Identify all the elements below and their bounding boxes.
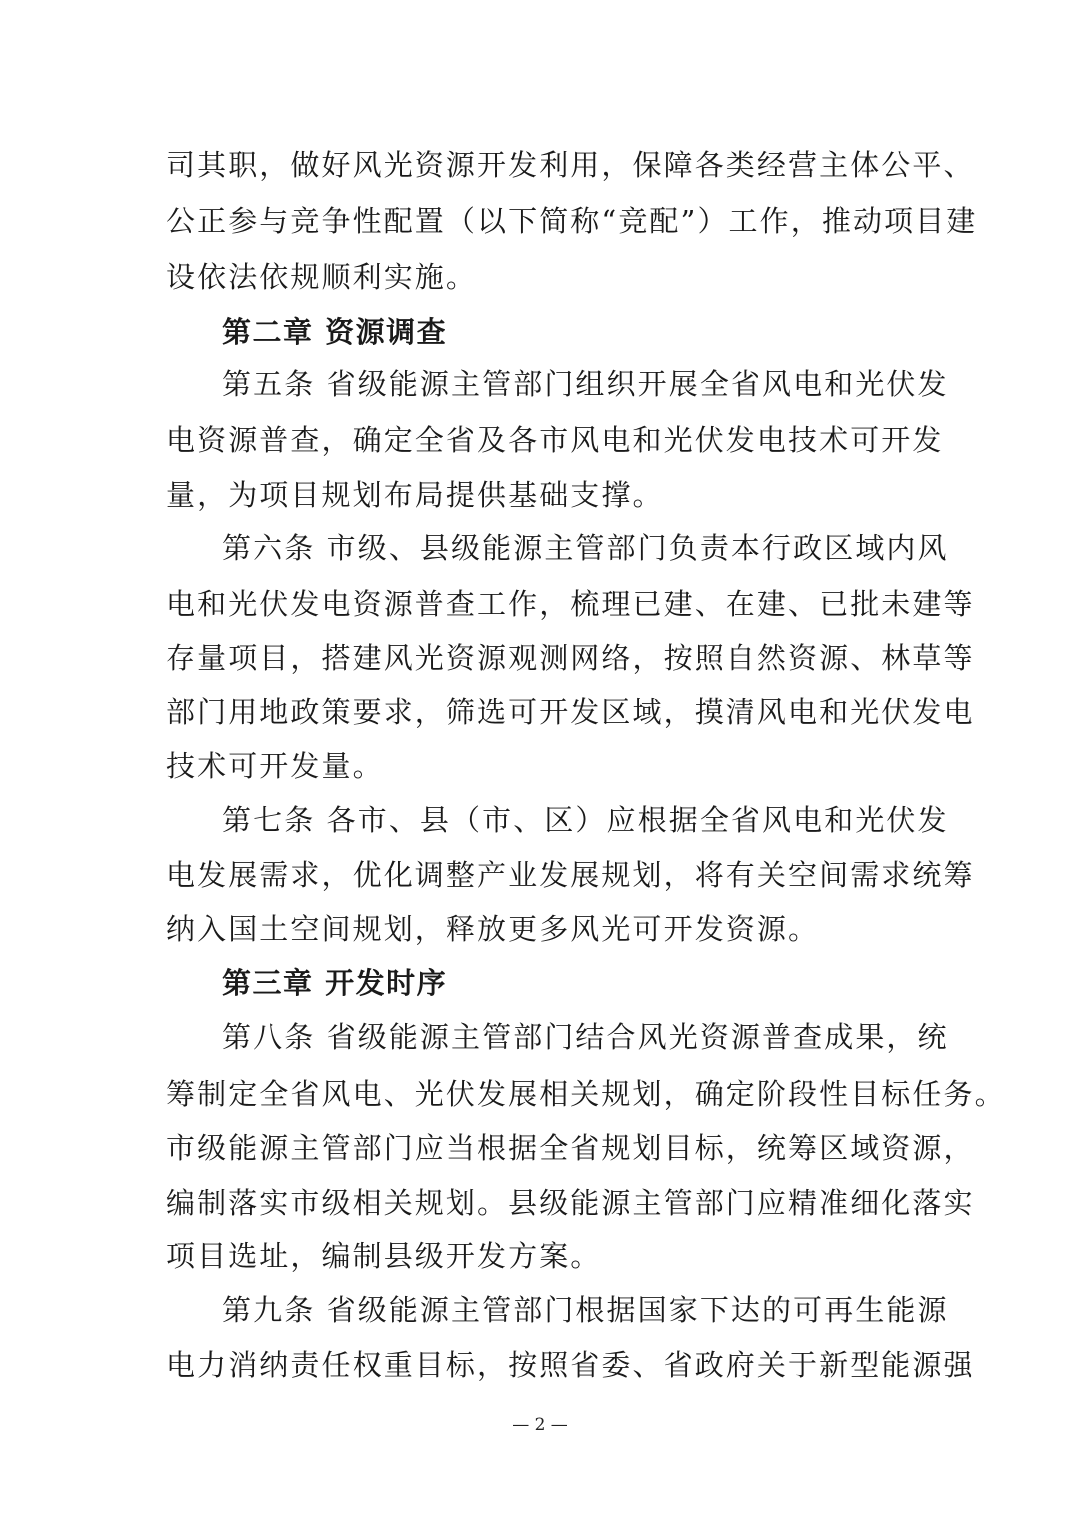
article-first-line: 第五条 省级能源主管部门组织开展全省风电和光伏发	[222, 367, 949, 401]
article-first-line: 第九条 省级能源主管部门根据国家下达的可再生能源	[222, 1293, 949, 1327]
article-first-line: 第七条 各市、县（市、区）应根据全省风电和光伏发	[222, 803, 949, 837]
body-text-line: 公正参与竞争性配置（以下简称“竞配”）工作，推动项目建	[166, 204, 978, 238]
body-text-line: 编制落实市级相关规划。县级能源主管部门应精准细化落实	[166, 1186, 975, 1220]
chapter-heading: 第三章 开发时序	[222, 966, 448, 1000]
chapter-heading: 第二章 资源调查	[222, 315, 448, 349]
body-text-line: 司其职，做好风光资源开发利用，保障各类经营主体公平、	[166, 148, 975, 182]
body-text-line: 电发展需求，优化调整产业发展规划，将有关空间需求统筹	[166, 858, 975, 892]
body-text-line: 技术可开发量。	[166, 749, 384, 783]
body-text-line: 纳入国土空间规划，释放更多风光可开发资源。	[166, 912, 820, 946]
body-text-line: 项目选址，编制县级开发方案。	[166, 1239, 602, 1273]
body-text-line: 筹制定全省风电、光伏发展相关规划，确定阶段性目标任务。	[166, 1077, 1006, 1111]
body-text-line: 市级能源主管部门应当根据全省规划目标，统筹区域资源，	[166, 1131, 975, 1165]
body-text-line: 电资源普查，确定全省及各市风电和光伏发电技术可开发	[166, 423, 944, 457]
body-text-line: 部门用地政策要求，筛选可开发区域，摸清风电和光伏发电	[166, 695, 975, 729]
body-text-line: 量，为项目规划布局提供基础支撑。	[166, 478, 664, 512]
body-text-line: 电和光伏发电资源普查工作，梳理已建、在建、已批未建等	[166, 587, 975, 621]
page-number: — 2 —	[512, 1415, 568, 1435]
body-text-line: 存量项目，搭建风光资源观测网络，按照自然资源、林草等	[166, 641, 975, 675]
body-text-line: 设依法依规顺利实施。	[166, 260, 478, 294]
article-first-line: 第六条 市级、县级能源主管部门负责本行政区域内风	[222, 531, 949, 565]
article-first-line: 第八条 省级能源主管部门结合风光资源普查成果，统	[222, 1020, 949, 1054]
body-text-line: 电力消纳责任权重目标，按照省委、省政府关于新型能源强	[166, 1348, 975, 1382]
